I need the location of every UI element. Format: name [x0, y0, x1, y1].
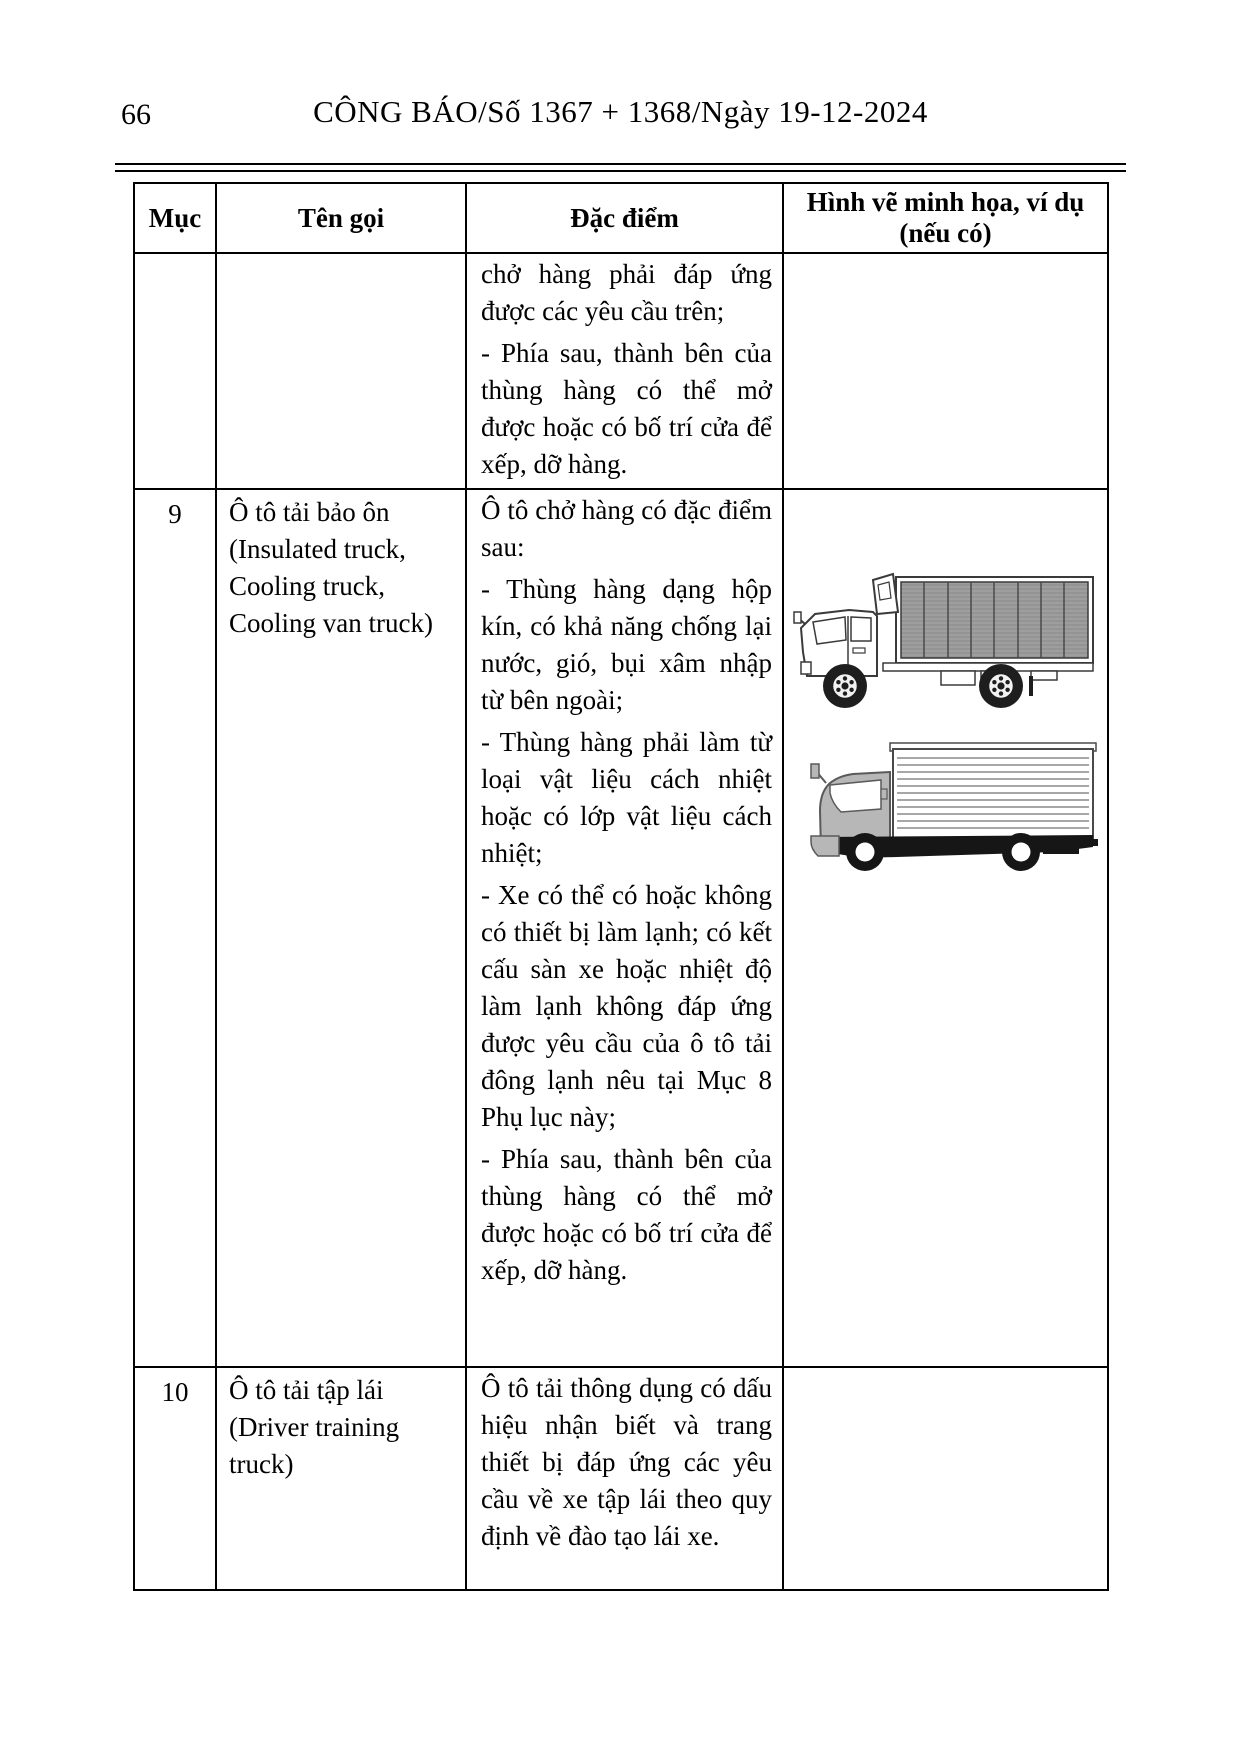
cell-illustration-empty [783, 253, 1108, 489]
feature-paragraph: Ô tô chở hàng có đặc điểm sau: [481, 495, 772, 562]
feature-paragraph: - Phía sau, thành bên của thùng hàng có thể mở được hoặc có bố trí cửa để xếp, dỡ hàng. [481, 1144, 772, 1285]
front-wheel [846, 833, 884, 871]
feature-paragraph: - Phía sau, thành bên của thùng hàng có thể mở được hoặc có bố trí cửa để xếp, dỡ hàng. [481, 338, 772, 479]
cell-illustration-empty [783, 1367, 1108, 1590]
feature-paragraph: - Thùng hàng dạng hộp kín, có khả năng chống lại nước, gió, bụi xâm nhập từ bên ngoài; [481, 574, 772, 715]
cell-features [466, 489, 783, 1367]
col-header-hinh-ve [783, 183, 1108, 253]
mudflap [1029, 676, 1033, 696]
vehicle-types-table [133, 182, 1109, 1591]
feature-paragraph: chở hàng phải đáp ứng được các yêu cầu trên; [481, 259, 772, 326]
cargo-box [890, 743, 1096, 839]
col-header-dac-diem: Đặc điểm [466, 183, 783, 253]
col-header-hinh-ve-line1: Hình vẽ minh họa, ví dụ [806, 187, 1085, 217]
cell-muc: 10 [134, 1367, 216, 1590]
cell-muc: 9 [134, 489, 216, 1367]
insulated-truck-side-view-illustration [793, 556, 1098, 711]
wind-deflector [873, 574, 898, 614]
cargo-box [896, 577, 1093, 663]
gazette-header-title: CÔNG BÁO/Số 1367 + 1368/Ngày 19-12-2024 [313, 94, 928, 129]
header-divider-rule [115, 163, 1126, 172]
cell-features [466, 253, 783, 489]
table-row-10 [134, 1367, 1108, 1590]
cab [794, 610, 877, 676]
front-wheel [823, 664, 867, 708]
cell-name-empty [216, 253, 466, 489]
table-header-row [134, 183, 1108, 253]
col-header-hinh-ve-line2: (nếu có) [899, 218, 992, 248]
cooling-van-truck-side-view-illustration [793, 733, 1098, 873]
feature-paragraph: Ô tô tải thông dụng có dấu hiệu nhận biết và trang thiết bị đáp ứng các yêu cầu về xe tập lái theo quy định về đào tạo lái xe. [481, 1373, 772, 1551]
col-header-muc: Mục [134, 183, 216, 253]
rear-wheel [1002, 833, 1040, 871]
cell-muc-empty [134, 253, 216, 489]
table-row-continuation [134, 253, 1108, 489]
page-header [115, 92, 1126, 140]
truck-illustrations [784, 490, 1107, 873]
feature-paragraph: - Thùng hàng phải làm từ loại vật liệu cách nhiệt hoặc có lớp vật liệu cách nhiệt; [481, 727, 772, 868]
rear-wheel [979, 664, 1023, 708]
page-number: 66 [121, 98, 151, 131]
feature-paragraph: - Xe có thể có hoặc không có thiết bị làm lạnh; có kết cấu sàn xe hoặc nhiệt độ làm lạnh không đáp ứng được yêu cầu của ô tô tải đông lạnh nêu tại Mục 8 Phụ lục này; [481, 880, 772, 1132]
cell-name: Ô tô tải bảo ôn (Insulated truck, Cooling truck, Cooling van truck) [216, 489, 466, 1367]
cell-features [466, 1367, 783, 1590]
cell-name: Ô tô tải tập lái (Driver training truck) [216, 1367, 466, 1590]
table-row-9 [134, 489, 1108, 1367]
cell-illustration [783, 489, 1108, 1367]
col-header-ten-goi: Tên gọi [216, 183, 466, 253]
